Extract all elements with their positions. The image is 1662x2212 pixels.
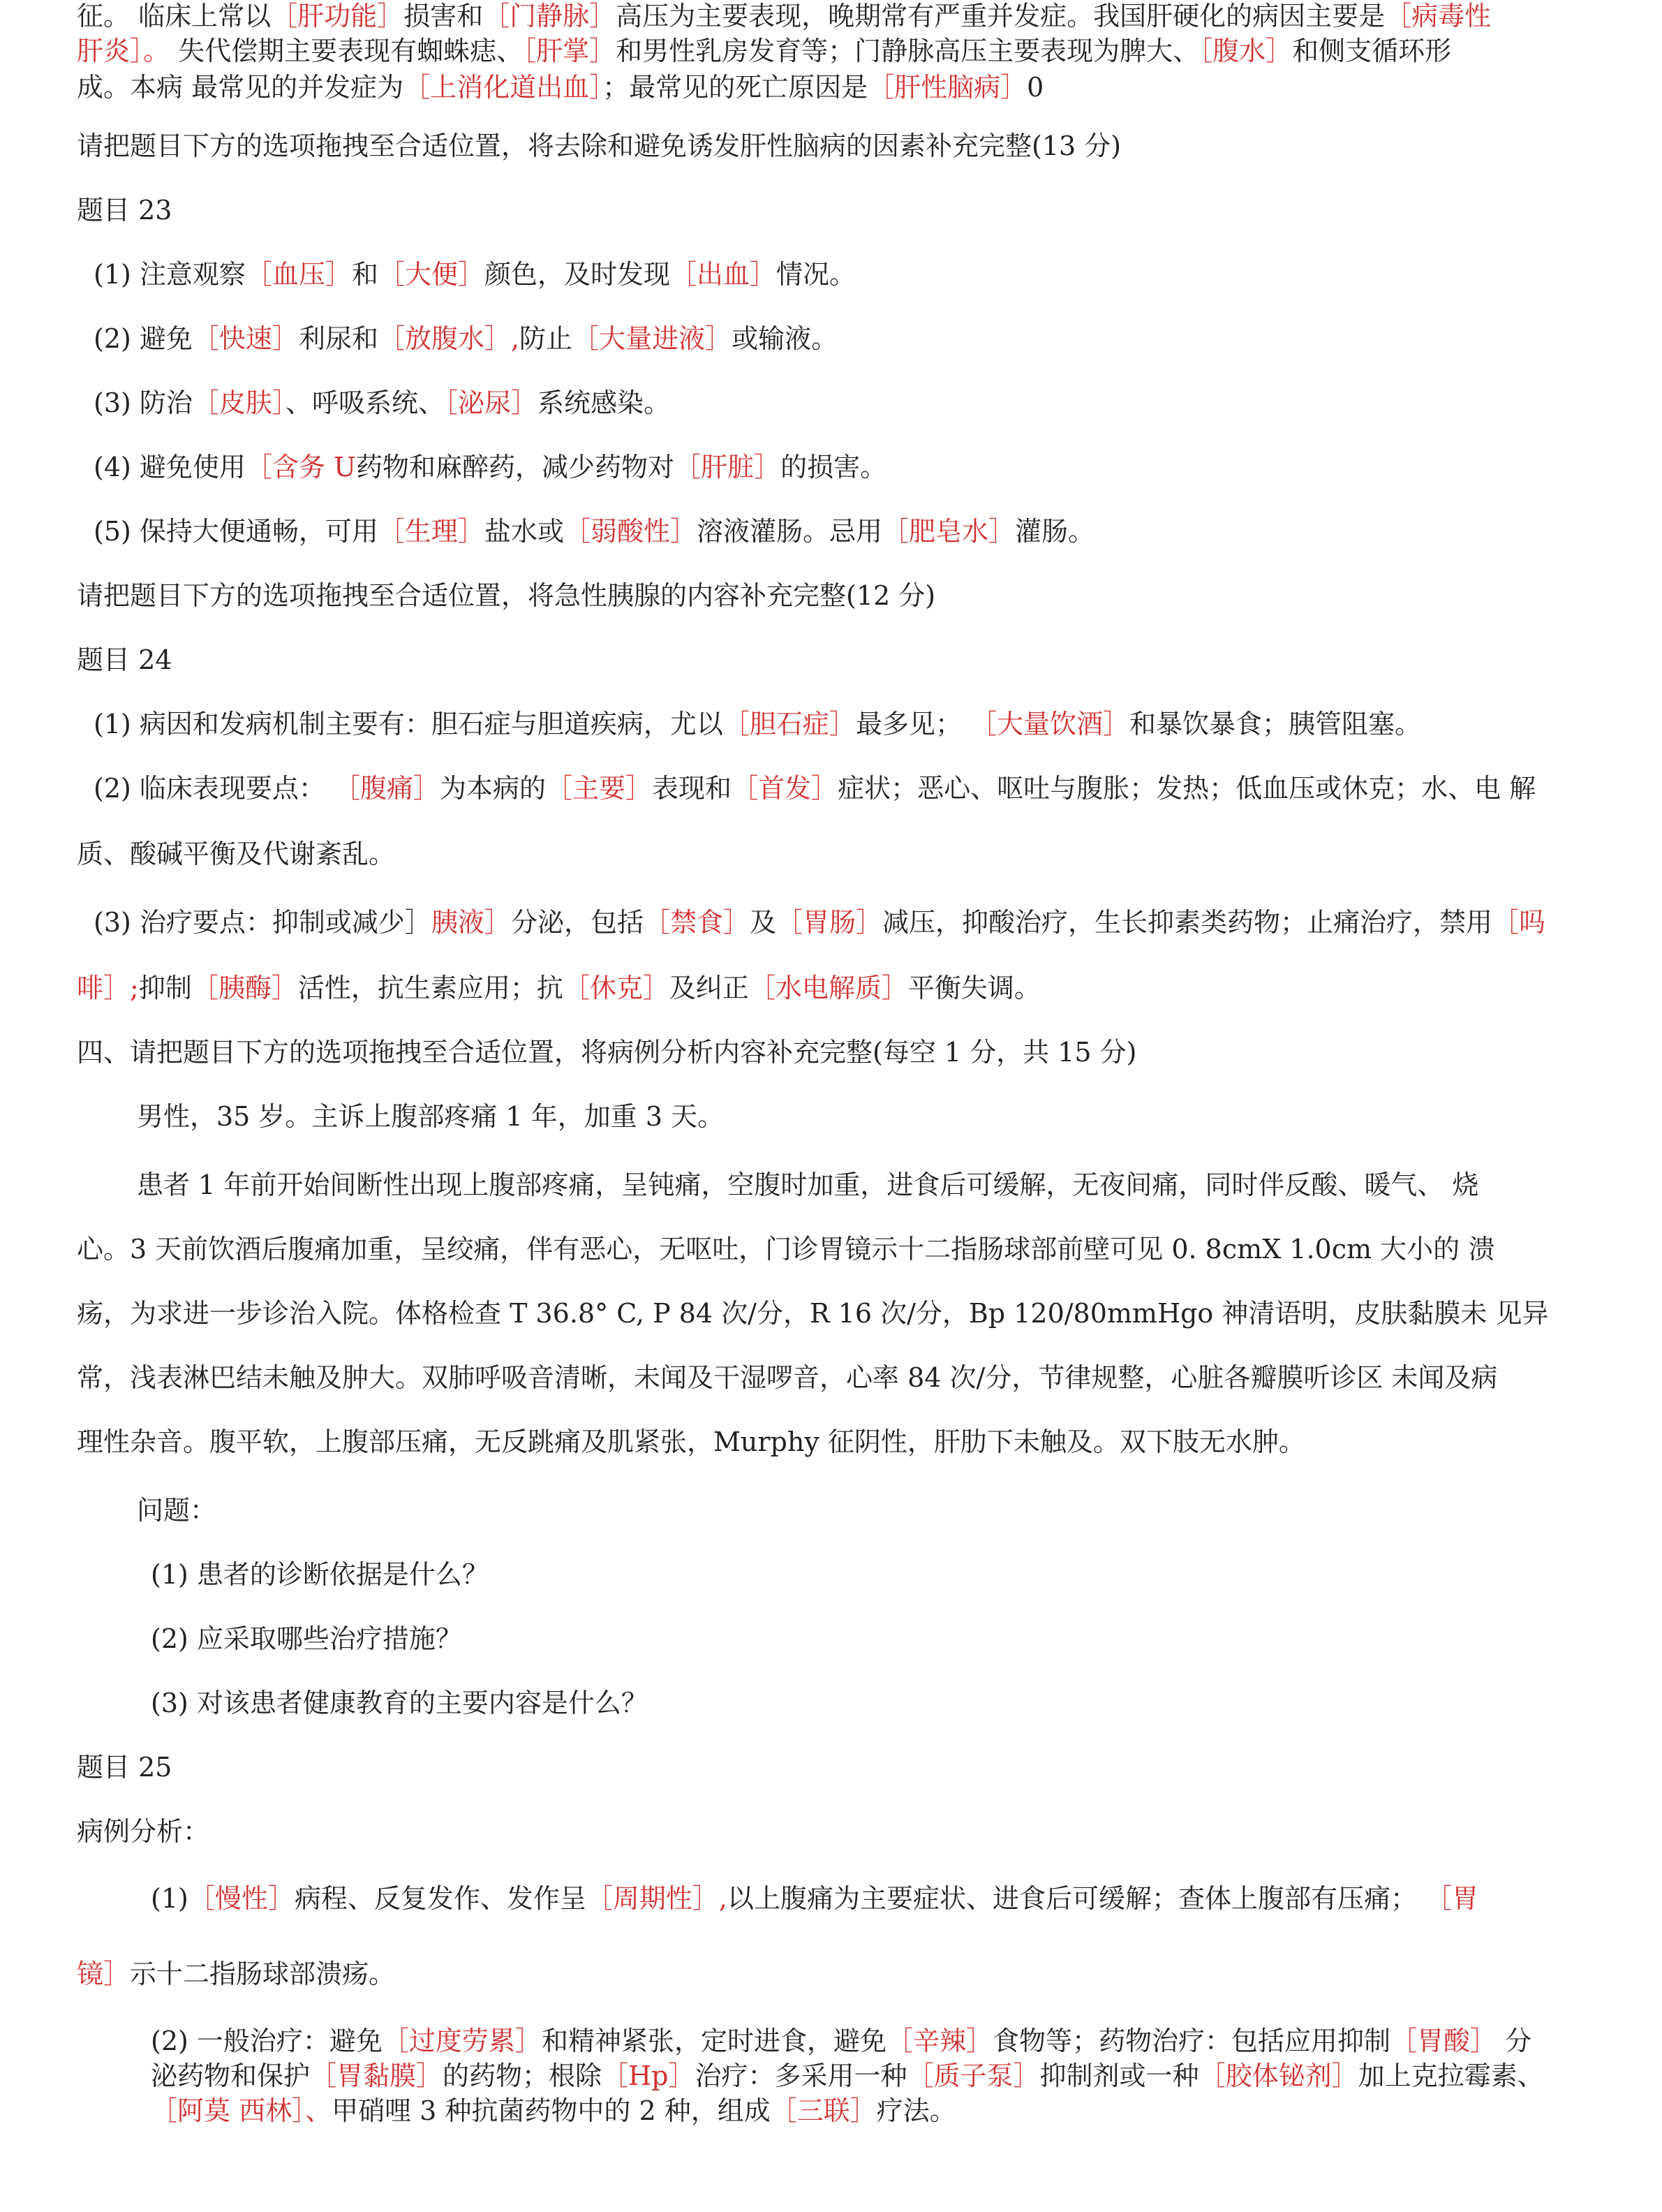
text-segment: 病程、反复发作、发作呈 [294,1883,586,1914]
text-segment: 和侧支循环形 [1292,36,1452,66]
text-line [94,258,856,290]
answer-blank: ［血压］ [245,259,352,290]
text-line [151,1687,648,1719]
answer-blank: ［大便］ [378,259,484,290]
text-segment: 抑制 [138,973,192,1003]
answer-blank: ［禁食］ [643,907,750,938]
text-segment: 和 [351,259,378,290]
answer-blank: ［胰酶］ [191,973,298,1003]
text-line [77,1751,172,1783]
text-line [94,772,1536,804]
text-segment: ；最常见的死亡原因是 [602,72,868,103]
text-segment: 为本病的 [440,773,547,804]
answer-blank: ［胆石症］ [722,709,856,739]
answer-blank: ［三联］ [770,2095,877,2126]
text-line [77,1297,1548,1329]
text-line [151,2060,1544,2092]
text-line [77,35,1451,67]
answer-blank: ［出血］ [669,259,776,290]
text-line [94,515,1095,547]
answer-blank: ［首发］ [732,773,838,804]
text-segment: (3) 治疗要点：抑制或减少］ [94,907,431,938]
text-segment: 问题： [137,1495,217,1526]
answer-blank: ［上消化道出血］ [403,72,603,103]
text-segment: 病例分析： [77,1816,210,1847]
answer-blank: ［放腹水］, [378,323,520,354]
text-segment: 请把题目下方的选项拖拽至合适位置，将急性胰腺的内容补充完整(12 分) [77,580,936,611]
text-segment: 颜色，及时发现 [484,259,670,290]
text-segment: (3) 防治 [94,388,193,418]
answer-blank: ［胃 [1425,1883,1479,1914]
text-line [77,1426,1305,1458]
text-line [151,2025,1531,2057]
answer-blank: ［水电解质］ [748,973,908,1003]
text-segment: 最多见； [855,709,971,739]
text-segment: 四、请把题目下方的选项拖拽至合适位置，将病例分析内容补充完整(每空 1 分，共 15 分) [77,1037,1137,1068]
text-segment: 疡，为求进一步诊治入院。体格检查 T 36.8° C, P 84 次/分，R 16 次/分，Bp 120/80mmHgo 神清语明，皮肤黏膜未 见异 [77,1298,1549,1329]
answer-blank: ［含务 U [245,452,357,482]
text-segment: 题目 25 [77,1752,172,1783]
text-segment: 高压为主要表现，晚期常有严重并发症。我国肝硬化的病因主要是 [616,1,1386,31]
answer-blank: ［病毒性 [1385,1,1492,31]
answer-blank: ［肝性脑病］ [868,72,1027,103]
text-segment: (2) 一般治疗：避免 [151,2026,383,2056]
text-line [151,2095,956,2127]
text-segment: 甲硝哩 3 种抗菌药物中的 2 种，组成 [332,2095,771,2126]
text-line [77,71,1044,103]
text-segment: 症状；恶心、呕吐与腹胀；发热；低血压或休克；水、电 解 [838,773,1536,804]
text-segment: 加上克拉霉素、 [1358,2060,1544,2091]
text-segment: 或输液。 [732,323,838,354]
answer-blank: ［肝脏］ [674,452,781,482]
answer-blank: ［胃黏膜］ [310,2060,443,2091]
text-segment: 质、酸碱平衡及代谢紊乱。 [77,839,396,869]
text-segment: 常，浅表淋巴结未触及肿大。双肺呼吸音清晰，未闻及干湿啰音，心率 84 次/分，节律规整，心脏各瓣膜听诊区 未闻及病 [77,1362,1498,1393]
text-segment: (3) 对该患者健康教育的主要内容是什么？ [151,1688,648,1718]
answer-blank: ［大量进液］ [572,323,732,354]
text-line [77,1815,209,1848]
text-line [77,972,1041,1004]
text-segment: 及纠正 [669,973,749,1003]
text-segment: 损害和 [403,1,484,31]
text-segment: 及 [749,907,776,938]
text-segment: 治疗：多采用一种 [695,2060,907,2091]
text-line [77,0,1491,32]
text-line [77,194,172,226]
text-segment: 疗法。 [876,2095,956,2126]
text-segment: 系统感染。 [537,388,670,418]
answer-blank: ［腹痛］ [334,773,440,804]
text-line [151,1558,489,1591]
answer-blank: ［辛辣］ [886,2026,993,2056]
answer-blank: ［生理］ [378,516,484,547]
text-segment: 的药物；根除 [443,2060,602,2091]
text-segment: 男性，35 岁。主诉上腹部疼痛 1 年，加重 3 天。 [137,1101,725,1132]
answer-blank: ［门静脉］ [483,1,616,31]
text-segment: 请把题目下方的选项拖拽至合适位置，将去除和避免诱发肝性脑病的因素补充完整(13 分) [77,131,1122,161]
text-segment: 和男性乳房发育等；门静脉高压主要表现为脾大、 [616,36,1200,66]
text-line [137,1100,724,1133]
text-line [137,1494,216,1526]
text-line [94,323,838,355]
text-segment: 和暴饮暴食；胰管阻塞。 [1129,709,1422,739]
answer-blank: ［主要］ [546,773,653,804]
text-segment: 表现和 [652,773,732,804]
answer-blank: ［大量饮酒］ [970,709,1130,739]
answer-blank: ［慢性］ [188,1883,295,1914]
text-segment: 题目 23 [77,195,172,226]
answer-blank: ［胶体铋剂］ [1199,2060,1358,2091]
text-line [94,708,1421,740]
text-segment: 减压，抑酸治疗，生长抑素类药物；止痛治疗，禁用 [882,907,1493,938]
text-line [151,1882,1478,1915]
text-segment: 0 [1027,72,1044,103]
answer-blank: 啡］; [77,973,139,1003]
text-line [77,838,395,870]
text-segment: 溶液灌肠。忌用 [696,516,882,547]
answer-blank: 镜］ [77,1959,131,1989]
text-segment: (1) 患者的诊断依据是什么？ [151,1559,489,1590]
text-segment: (1) 病因和发病机制主要有：胆石症与胆道疾病，尤以 [94,709,723,739]
text-segment: (1) [151,1883,188,1914]
text-segment: 情况。 [776,259,856,290]
text-segment: (4) 避免使用 [94,452,246,482]
answer-blank: ［质子泵］ [907,2060,1040,2091]
text-segment: 示十二指肠球部溃疡。 [130,1959,396,1989]
text-segment: (2) 避免 [94,323,193,354]
text-segment: 成。本病 最常见的并发症为 [77,72,404,103]
answer-blank: ［吗 [1492,907,1546,938]
text-line [137,1169,1478,1201]
answer-blank: ［肥皂水］ [882,516,1015,547]
text-segment: 失代偿期主要表现有蜘蛛痣、 [170,36,524,66]
text-segment: 征。 临床上常以 [77,1,272,31]
text-line [77,1233,1494,1265]
text-line [77,1958,395,1990]
text-segment: 泌药物和保护 [151,2060,311,2091]
text-segment: 的损害。 [780,452,887,482]
text-segment: (5) 保持大便通畅，可用 [94,516,378,547]
answer-blank: ［休克］ [563,973,669,1003]
answer-blank: 肝炎］。 [77,36,170,66]
answer-blank: ［泌尿］ [444,388,537,418]
text-segment: 患者 1 年前开始间断性出现上腹部疼痛，呈钝痛，空腹时加重，进食后可缓解，无夜间痛，同时伴反酸、暖气、 烧 [137,1170,1479,1200]
answer-blank: 胰液］ [431,907,511,938]
text-segment: 以上腹痛为主要症状、进食后可缓解；查体上腹部有压痛； [727,1883,1426,1914]
text-segment: 利尿和 [298,323,378,354]
answer-blank: ［过度劳累］ [382,2026,542,2056]
text-segment: (2) 应采取哪些治疗措施？ [151,1623,462,1654]
text-line [94,906,1545,938]
text-segment: 灌肠。 [1015,516,1095,547]
text-segment: 抑制剂或一种 [1039,2060,1199,2091]
answer-blank: ［Hp］ [602,2060,695,2091]
text-line [77,644,172,676]
text-line [94,387,670,419]
answer-blank: ［肝功能］ [271,1,404,31]
text-segment: 理性杂音。腹平软，上腹部压痛，无反跳痛及肌紧张，Murphy 征阴性，肝肋下未触及。双下肢无水肿。 [77,1426,1305,1457]
text-line [77,1036,1137,1068]
text-segment: 食物等；药物治疗：包括应用抑制 [992,2026,1390,2056]
answer-blank: ［周期性］, [586,1883,727,1914]
answer-blank: ［皮肤］ [192,388,285,418]
text-segment: (2) 临床表现要点： [94,773,334,804]
answer-blank: ［肝掌］ [523,36,616,66]
text-line [77,580,935,612]
text-segment: 盐水或 [484,516,564,547]
answer-blank: ［腹水］ [1199,36,1293,66]
text-line [151,1623,462,1655]
text-segment: 心。3 天前饮酒后腹痛加重，呈绞痛，伴有恶心，无呕吐，门诊胃镜示十二指肠球部前壁可见 0. 8cmX 1.0cm 大小的 溃 [77,1234,1495,1264]
text-segment: 分泌，包括 [510,907,644,938]
text-segment: 药物和麻醉药，减少药物对 [356,452,675,482]
text-segment: 和精神紧张，定时进食，避免 [541,2026,886,2056]
text-segment: 平衡失调。 [907,973,1041,1003]
answer-blank: ［弱酸性］ [563,516,697,547]
answer-blank: ［阿莫 西林］、 [151,2095,332,2126]
text-segment: 防止 [519,323,573,354]
text-line [94,451,886,483]
text-segment: 、呼吸系统、 [285,388,445,418]
text-segment: 活性，抗生素应用；抗 [297,973,563,1003]
answer-blank: ［胃肠］ [776,907,882,938]
text-line [77,130,1121,162]
answer-blank: ［胃酸］ [1390,2026,1497,2056]
text-line [77,1362,1497,1394]
text-segment: (1) 注意观察 [94,259,246,290]
text-segment: 题目 24 [77,644,172,675]
text-segment: 分 [1497,2026,1532,2056]
answer-blank: ［快速］ [192,323,299,354]
